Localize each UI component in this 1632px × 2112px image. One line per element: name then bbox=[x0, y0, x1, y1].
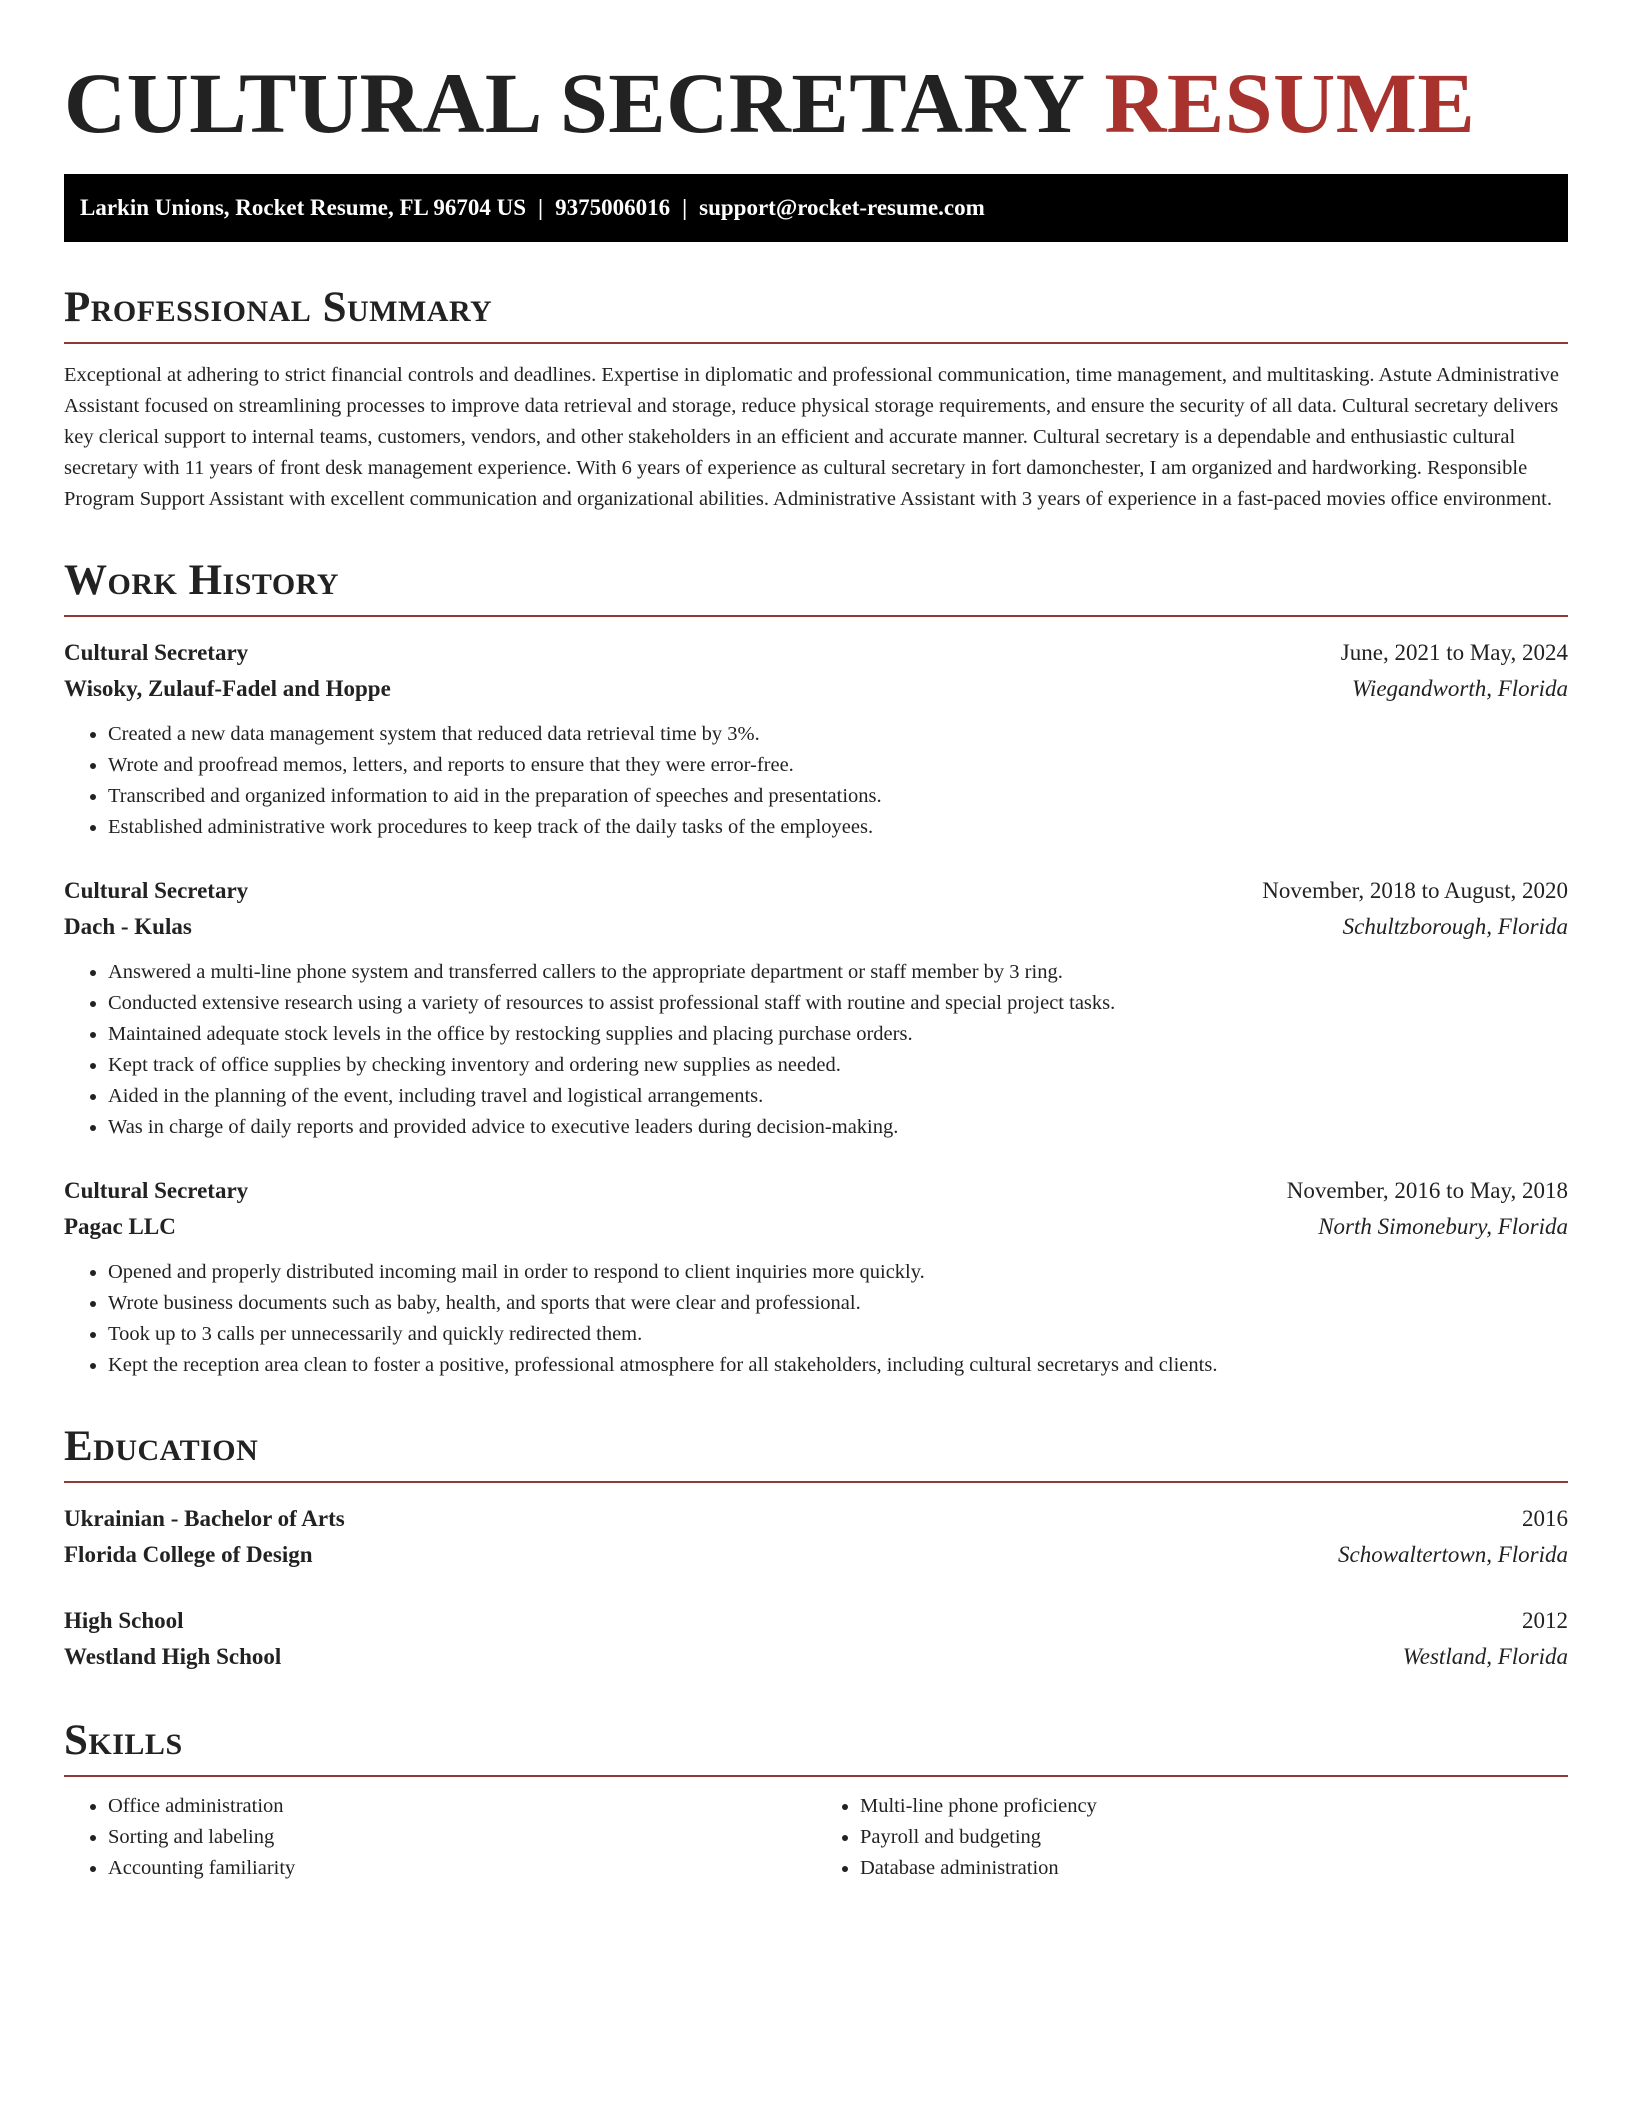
education-location: Westland, Florida bbox=[1402, 1644, 1568, 1669]
education-degree: High School bbox=[64, 1608, 184, 1633]
job-title: Cultural Secretary bbox=[64, 878, 249, 903]
skill-item: • Database administration bbox=[860, 1853, 1568, 1884]
title-main: CULTURAL SECRETARY bbox=[64, 55, 1083, 151]
contact-address: Larkin Unions, Rocket Resume, FL 96704 US bbox=[80, 195, 526, 220]
skill-item: • Payroll and budgeting bbox=[860, 1822, 1568, 1853]
job-title: Cultural Secretary bbox=[64, 640, 249, 665]
job-duty: • Wrote business documents such as baby, health, and sports that were clear and professional. bbox=[108, 1288, 1568, 1319]
skill-item: • Office administration bbox=[108, 1791, 816, 1822]
job-title: Cultural Secretary bbox=[64, 1178, 249, 1203]
job-duty: • Kept track of office supplies by checking inventory and ordering new supplies as needed. bbox=[108, 1050, 1568, 1081]
job-duty: • Opened and properly distributed incoming mail in order to respond to client inquiries more quickly. bbox=[108, 1257, 1568, 1288]
skills-list-left bbox=[64, 1791, 816, 1884]
job-company: Pagac LLC bbox=[64, 1214, 176, 1239]
education-section bbox=[64, 1421, 1568, 1675]
job-location: Schultzborough, Florida bbox=[1342, 914, 1568, 939]
summary-text: Exceptional at adhering to strict financial controls and deadlines. Expertise in diplomatic and professional communication, time management, and multitasking. Astute Administrative Assistant focused on streamlining processes to improve data retrieval and storage, reduce physical storage requirements, and ensure the security of all data. Cultural secretary delivers key clerical support to internal teams, customers, vendors, and other stakeholders in an efficient and accurate manner. Cultural secretary is a dependable and enthusiastic cultural secretary with 11 years of front desk management experience. With 6 years of experience as cultural secretary in fort damonchester, I am organized and hardworking. Responsible Program Support Assistant with excellent communication and organizational abilities. Administrative Assistant with 3 years of experience in a fast-paced movies office environment. bbox=[64, 364, 1559, 510]
skills-heading: Skills bbox=[64, 1715, 1568, 1777]
title-accent: RESUME bbox=[1104, 55, 1476, 151]
work-history-section bbox=[64, 555, 1568, 1381]
skill-item: • Accounting familiarity bbox=[108, 1853, 816, 1884]
job-company: Dach - Kulas bbox=[64, 914, 192, 939]
job-location: Wiegandworth, Florida bbox=[1352, 676, 1568, 701]
job-entry bbox=[64, 873, 1568, 1143]
job-duties-list bbox=[64, 1257, 1568, 1381]
education-heading: Education bbox=[64, 1421, 1568, 1483]
education-year: 2012 bbox=[1522, 1608, 1568, 1633]
skills-list-right bbox=[816, 1791, 1568, 1884]
job-entry bbox=[64, 1173, 1568, 1381]
job-duty: • Was in charge of daily reports and provided advice to executive leaders during decision-making. bbox=[108, 1112, 1568, 1143]
job-duty: • Kept the reception area clean to foster a positive, professional atmosphere for all stakeholders, including cultural secretarys and clients. bbox=[108, 1350, 1568, 1381]
job-entry bbox=[64, 635, 1568, 843]
job-duty: • Wrote and proofread memos, letters, and reports to ensure that they were error-free. bbox=[108, 750, 1568, 781]
work-history-heading: Work History bbox=[64, 555, 1568, 617]
skill-item: • Multi-line phone proficiency bbox=[860, 1791, 1568, 1822]
contact-email: support@rocket-resume.com bbox=[699, 195, 985, 220]
summary-section bbox=[64, 282, 1568, 515]
contact-separator: | bbox=[537, 195, 544, 220]
education-degree: Ukrainian - Bachelor of Arts bbox=[64, 1506, 345, 1531]
contact-bar bbox=[64, 174, 1568, 242]
job-duty: • Took up to 3 calls per unnecessarily and quickly redirected them. bbox=[108, 1319, 1568, 1350]
education-year: 2016 bbox=[1522, 1506, 1568, 1531]
education-school: Florida College of Design bbox=[64, 1542, 313, 1567]
resume-title bbox=[64, 52, 1568, 154]
job-duty: • Maintained adequate stock levels in the office by restocking supplies and placing purchase orders. bbox=[108, 1019, 1568, 1050]
education-location: Schowaltertown, Florida bbox=[1338, 1542, 1568, 1567]
job-dates: November, 2016 to May, 2018 bbox=[1286, 1178, 1568, 1203]
education-school: Westland High School bbox=[64, 1644, 282, 1669]
job-dates: November, 2018 to August, 2020 bbox=[1262, 878, 1568, 903]
job-duty: • Conducted extensive research using a variety of resources to assist professional staff with routine and special project tasks. bbox=[108, 988, 1568, 1019]
education-entry bbox=[64, 1501, 1568, 1573]
education-entry bbox=[64, 1603, 1568, 1675]
contact-separator: | bbox=[682, 195, 688, 220]
job-duties-list bbox=[64, 957, 1568, 1143]
job-duty: • Established administrative work procedures to keep track of the daily tasks of the employees. bbox=[108, 812, 1568, 843]
job-location: North Simonebury, Florida bbox=[1318, 1214, 1568, 1239]
job-duty: • Transcribed and organized information to aid in the preparation of speeches and presentations. bbox=[108, 781, 1568, 812]
skill-item: • Sorting and labeling bbox=[108, 1822, 816, 1853]
job-duty: • Aided in the planning of the event, including travel and logistical arrangements. bbox=[108, 1081, 1568, 1112]
job-duty: • Answered a multi-line phone system and transferred callers to the appropriate department or staff member by 3 ring. bbox=[108, 957, 1568, 988]
summary-heading: Professional Summary bbox=[64, 282, 1568, 344]
job-duties-list bbox=[64, 719, 1568, 843]
contact-phone: 9375006016 bbox=[555, 195, 671, 220]
job-company: Wisoky, Zulauf-Fadel and Hoppe bbox=[64, 676, 391, 701]
job-dates: June, 2021 to May, 2024 bbox=[1340, 640, 1568, 665]
skills-columns bbox=[64, 1791, 1568, 1884]
job-duty: • Created a new data management system that reduced data retrieval time by 3%. bbox=[108, 719, 1568, 750]
skills-section bbox=[64, 1715, 1568, 1884]
